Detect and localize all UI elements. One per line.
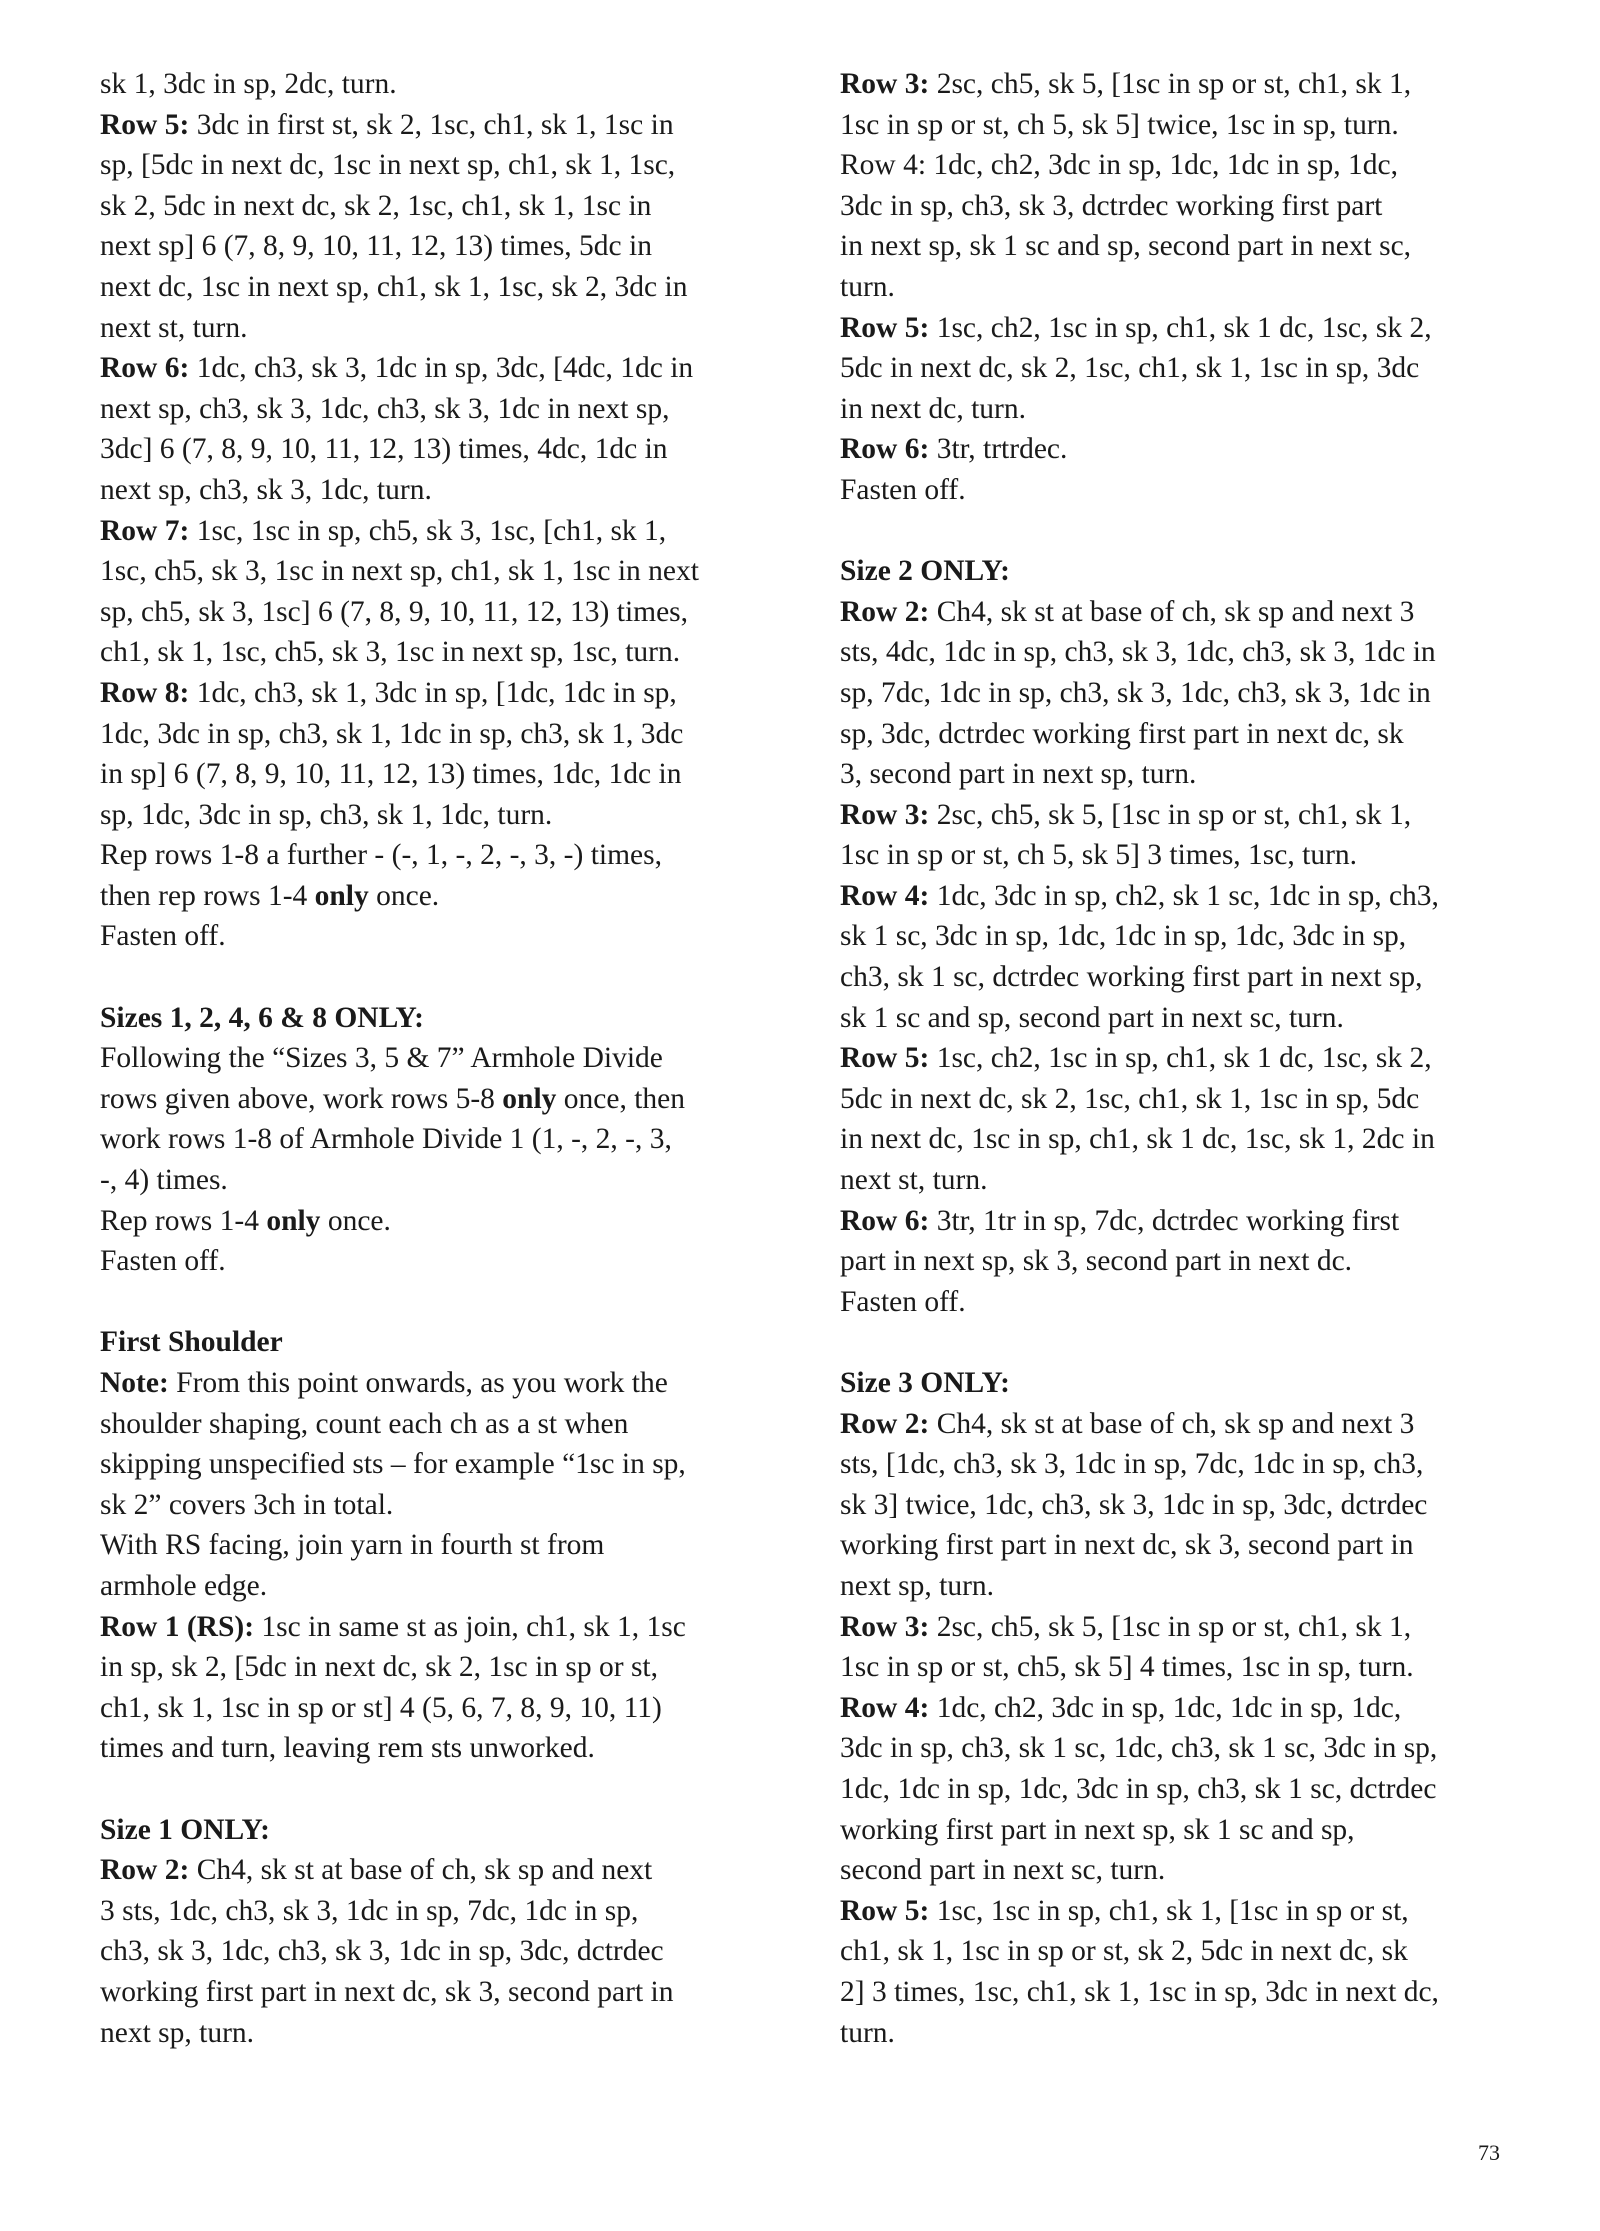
paragraph-gap [100,1769,780,1810]
line-text: Rep rows 1-4 [100,1204,267,1237]
text-line [840,186,1520,227]
line-text: sk 1 sc, 3dc in sp, 1dc, 1dc in sp, 1dc, 3dc in sp, [840,920,1407,953]
paragraph-gap [100,957,780,998]
text-line [100,592,780,633]
line-text: shoulder shaping, count each ch as a st when [100,1407,629,1440]
line-text-after: once, then [556,1082,685,1115]
line-text: sts, 4dc, 1dc in sp, ch3, sk 3, 1dc, ch3, sk 3, 1dc in [840,636,1436,669]
line-text: 1sc in sp or st, ch 5, sk 5] 3 times, 1sc, turn. [840,839,1358,872]
text-line [100,1241,780,1282]
text-line [840,64,1520,105]
line-text: ch3, sk 3, 1dc, ch3, sk 3, 1dc in sp, 3dc, dctrdec [100,1935,664,1968]
text-line [840,1769,1520,1810]
text-line [100,186,780,227]
text-line [100,105,780,146]
text-line [840,1525,1520,1566]
line-text: 1dc, 3dc in sp, ch2, sk 1 sc, 1dc in sp, ch3, [929,879,1439,912]
row-label: Row 7: [100,514,190,547]
line-text: sk 1 sc and sp, second part in next sc, turn. [840,1001,1344,1034]
text-line [840,1688,1520,1729]
text-line [840,1607,1520,1648]
line-text: sp, 1dc, 3dc in sp, ch3, sk 1, 1dc, turn. [100,798,553,831]
text-line [840,470,1520,511]
line-text: turn. [840,2016,895,2049]
text-line [100,267,780,308]
line-text: sp, 7dc, 1dc in sp, ch3, sk 3, 1dc, ch3, sk 3, 1dc in [840,676,1431,709]
text-line [840,1485,1520,1526]
line-text: next sp, ch3, sk 3, 1dc, ch3, sk 3, 1dc in next sp, [100,392,670,425]
line-text: sk 1, 3dc in sp, 2dc, turn. [100,68,397,100]
line-text: in next dc, 1sc in sp, ch1, sk 1 dc, 1sc, sk 1, 2dc in [840,1123,1435,1156]
line-text: ch1, sk 1, 1sc in sp or st, sk 2, 5dc in next dc, sk [840,1935,1408,1968]
line-text: 1sc, 1sc in sp, ch1, sk 1, [1sc in sp or st, [929,1894,1409,1927]
line-text: 1dc, 1dc in sp, 1dc, 3dc in sp, ch3, sk 1 sc, dctrdec [840,1772,1437,1805]
row-label: Size 1 ONLY: [100,1813,270,1846]
line-text: sp, [5dc in next dc, 1sc in next sp, ch1, sk 1, 1sc, [100,149,676,182]
line-text: armhole edge. [100,1569,268,1602]
row-label: Row 5: [840,1042,930,1075]
text-line [840,1931,1520,1972]
line-text: turn. [840,270,895,303]
line-text: then rep rows 1-4 [100,879,315,912]
row-label: Row 3: [840,1610,930,1643]
text-line [840,1038,1520,1079]
line-text: 1sc, ch2, 1sc in sp, ch1, sk 1 dc, 1sc, sk 2, [929,311,1432,344]
text-line [100,1566,780,1607]
line-text: next sp, turn. [840,1569,995,1602]
text-line [100,348,780,389]
line-text: 2sc, ch5, sk 5, [1sc in sp or st, ch1, sk 1, [929,1610,1412,1643]
row-label: Row 6: [100,352,190,385]
line-text: ch1, sk 1, 1sc, ch5, sk 3, 1sc in next sp, 1sc, turn. [100,636,681,669]
text-line [100,876,780,917]
text-line [100,145,780,186]
text-line [100,1850,780,1891]
text-line [100,632,780,673]
text-line [840,795,1520,836]
text-line [840,957,1520,998]
line-text: 5dc in next dc, sk 2, 1sc, ch1, sk 1, 1sc in sp, 3dc [840,352,1420,385]
line-text: in sp] 6 (7, 8, 9, 10, 11, 12, 13) times, 1dc, 1dc in [100,758,682,791]
text-line [100,1485,780,1526]
line-text: 2sc, ch5, sk 5, [1sc in sp or st, ch1, sk 1, [929,798,1412,831]
emphasis: only [314,879,369,912]
text-line [100,1119,780,1160]
left-column [100,64,780,2053]
text-line [100,470,780,511]
line-text: 1dc, 3dc in sp, ch3, sk 1, 1dc in sp, ch3, sk 1, 3dc [100,717,684,750]
line-text: sk 2” covers 3ch in total. [100,1488,394,1521]
text-line [840,1282,1520,1323]
line-text: Fasten off. [840,473,966,506]
row-label: Row 5: [840,311,930,344]
line-text: Ch4, sk st at base of ch, sk sp and next [189,1854,653,1887]
line-text: times and turn, leaving rem sts unworked. [100,1732,595,1765]
row-label: Row 3: [840,68,930,100]
text-line [840,916,1520,957]
text-line [840,1119,1520,1160]
text-line [840,1363,1520,1404]
line-text: ch1, sk 1, 1sc in sp or st] 4 (5, 6, 7, 8, 9, 10, 11) [100,1691,662,1724]
text-line [840,673,1520,714]
text-line [840,1728,1520,1769]
text-line [840,389,1520,430]
text-line [840,1160,1520,1201]
line-text: second part in next sc, turn. [840,1854,1166,1887]
line-text: working first part in next sp, sk 1 sc and sp, [840,1813,1355,1846]
row-label: Row 2: [840,595,930,628]
text-line [100,1079,780,1120]
row-label: Row 5: [100,108,190,141]
text-line [100,1363,780,1404]
right-column [840,64,1520,2053]
text-line [100,551,780,592]
row-label: Row 3: [840,798,930,831]
text-line [840,226,1520,267]
text-line [100,226,780,267]
line-text: Fasten off. [840,1285,966,1318]
row-label: Row 2: [100,1854,190,1887]
line-text: sk 3] twice, 1dc, ch3, sk 3, 1dc in sp, 3dc, dctrdec [840,1488,1428,1521]
text-line [840,267,1520,308]
line-text: 1sc, ch5, sk 3, 1sc in next sp, ch1, sk 1, 1sc in next [100,555,699,588]
text-line [100,1810,780,1851]
text-line [840,429,1520,470]
text-line [100,1728,780,1769]
text-line [100,714,780,755]
text-line [840,145,1520,186]
text-line [100,1972,780,2013]
line-text: next dc, 1sc in next sp, ch1, sk 1, 1sc, sk 2, 3dc in [100,270,688,303]
line-text: sp, ch5, sk 3, 1sc] 6 (7, 8, 9, 10, 11, 12, 13) times, [100,595,689,628]
text-line [840,592,1520,633]
text-line [100,1160,780,1201]
line-text: 1sc in sp or st, ch5, sk 5] 4 times, 1sc in sp, turn. [840,1651,1414,1684]
emphasis: only [266,1204,321,1237]
line-text: 2sc, ch5, sk 5, [1sc in sp or st, ch1, sk 1, [929,68,1412,100]
line-text: 5dc in next dc, sk 2, 1sc, ch1, sk 1, 1sc in sp, 5dc [840,1082,1420,1115]
line-text: 2] 3 times, 1sc, ch1, sk 1, 1sc in sp, 3dc in next dc, [840,1975,1439,2008]
text-line [100,1444,780,1485]
text-line [100,1891,780,1932]
line-text: rows given above, work rows 5-8 [100,1082,503,1115]
text-line [100,1525,780,1566]
line-text: working first part in next dc, sk 3, second part in [840,1529,1414,1562]
text-line [100,511,780,552]
line-text: Rep rows 1-8 a further - (-, 1, -, 2, -, 3, -) times, [100,839,662,872]
text-line [100,1688,780,1729]
row-label: Row 8: [100,676,190,709]
row-label: Row 1 (RS): [100,1610,255,1643]
row-label: Note: [100,1367,169,1399]
text-line [100,795,780,836]
text-line [100,1322,780,1363]
line-text: part in next sp, sk 3, second part in next dc. [840,1245,1353,1278]
line-text: 1sc, ch2, 1sc in sp, ch1, sk 1 dc, 1sc, sk 2, [929,1042,1432,1075]
text-line [840,1972,1520,2013]
line-text: in sp, sk 2, [5dc in next dc, sk 2, 1sc in sp or st, [100,1651,659,1684]
text-line [840,1850,1520,1891]
line-text: 1sc, 1sc in sp, ch5, sk 3, 1sc, [ch1, sk 1, [189,514,667,547]
line-text: in next sp, sk 1 sc and sp, second part in next sc, [840,230,1412,263]
line-text: -, 4) times. [100,1164,228,1197]
line-text: sp, 3dc, dctrdec working first part in next dc, sk [840,717,1404,750]
text-line [100,1647,780,1688]
text-line [840,2013,1520,2054]
line-text: work rows 1-8 of Armhole Divide 1 (1, -, 2, -, 3, [100,1123,672,1156]
line-text: sk 2, 5dc in next dc, sk 2, 1sc, ch1, sk 1, 1sc in [100,189,652,222]
text-line [100,673,780,714]
line-text: 3tr, 1tr in sp, 7dc, dctrdec working first [929,1204,1400,1237]
line-text-after: once. [320,1204,391,1237]
row-label: Row 5: [840,1894,930,1927]
text-line [840,876,1520,917]
text-line [840,632,1520,673]
text-line [840,998,1520,1039]
line-text: 1dc, ch2, 3dc in sp, 1dc, 1dc in sp, 1dc, [929,1691,1402,1724]
line-text: ch3, sk 1 sc, dctrdec working first part in next sp, [840,961,1423,994]
paragraph-gap [840,511,1520,552]
line-text: Ch4, sk st at base of ch, sk sp and next 3 [929,1407,1415,1440]
text-line [100,308,780,349]
line-text: With RS facing, join yarn in fourth st from [100,1529,605,1562]
page-number: 73 [1478,2140,1500,2165]
text-line [840,1201,1520,1242]
line-text: skipping unspecified sts – for example “1sc in sp, [100,1448,686,1481]
text-line [840,1444,1520,1485]
text-line [100,916,780,957]
text-line [100,1201,780,1242]
text-line [100,64,780,105]
line-text: 3dc] 6 (7, 8, 9, 10, 11, 12, 13) times, 4dc, 1dc in [100,433,668,466]
text-line [840,551,1520,592]
paragraph-gap [840,1322,1520,1363]
line-text: 1sc in sp or st, ch 5, sk 5] twice, 1sc in sp, turn. [840,108,1399,141]
text-line [840,835,1520,876]
row-label: First Shoulder [100,1326,283,1359]
line-text: working first part in next dc, sk 3, second part in [100,1975,674,2008]
paragraph-gap [100,1282,780,1323]
line-text: 1dc, ch3, sk 1, 3dc in sp, [1dc, 1dc in sp, [189,676,677,709]
text-line [840,348,1520,389]
text-line [840,1079,1520,1120]
line-text: next sp, turn. [100,2016,255,2049]
row-label: Size 2 ONLY: [840,555,1010,588]
text-line [100,1404,780,1445]
text-line [840,1566,1520,1607]
line-text: 3dc in sp, ch3, sk 1 sc, 1dc, ch3, sk 1 sc, 3dc in sp, [840,1732,1438,1765]
text-line [100,998,780,1039]
text-line [100,754,780,795]
text-line [840,1241,1520,1282]
line-text: 1dc, ch3, sk 3, 1dc in sp, 3dc, [4dc, 1dc in [189,352,694,385]
line-text: 1sc in same st as join, ch1, sk 1, 1sc [254,1610,686,1643]
line-text: in next dc, turn. [840,392,1026,425]
line-text: next sp, ch3, sk 3, 1dc, turn. [100,473,432,506]
line-text: sts, [1dc, ch3, sk 3, 1dc in sp, 7dc, 1dc in sp, ch3, [840,1448,1424,1481]
line-text: 3dc in sp, ch3, sk 3, dctrdec working first part [840,189,1383,222]
line-text: Fasten off. [100,1245,226,1278]
line-text-after: once. [368,879,440,912]
line-text: Following the “Sizes 3, 5 & 7” Armhole Divide [100,1042,663,1075]
line-text: Row 4: 1dc, ch2, 3dc in sp, 1dc, 1dc in sp, 1dc, [840,149,1398,182]
text-line [100,389,780,430]
line-text: Fasten off. [100,920,226,953]
emphasis: only [502,1082,557,1115]
row-label: Row 6: [840,433,930,466]
text-line [840,1647,1520,1688]
line-text: next st, turn. [840,1164,988,1197]
text-line [100,1038,780,1079]
line-text: 3dc in first st, sk 2, 1sc, ch1, sk 1, 1sc in [189,108,674,141]
text-line [840,1404,1520,1445]
text-line [840,714,1520,755]
line-text: Ch4, sk st at base of ch, sk sp and next 3 [929,595,1415,628]
text-line [100,1607,780,1648]
row-label: Size 3 ONLY: [840,1367,1010,1399]
text-line [100,835,780,876]
text-line [100,1931,780,1972]
text-line [840,105,1520,146]
row-label: Row 4: [840,879,930,912]
text-line [100,2013,780,2054]
line-text: 3 sts, 1dc, ch3, sk 3, 1dc in sp, 7dc, 1dc in sp, [100,1894,639,1927]
text-line [840,308,1520,349]
line-text: next st, turn. [100,311,248,344]
text-line [840,1810,1520,1851]
line-text: 3, second part in next sp, turn. [840,758,1197,791]
line-text: next sp] 6 (7, 8, 9, 10, 11, 12, 13) times, 5dc in [100,230,652,263]
row-label: Row 6: [840,1204,930,1237]
row-label: Row 4: [840,1691,930,1724]
line-text: From this point onwards, as you work the [168,1367,668,1399]
text-line [840,754,1520,795]
text-line [840,1891,1520,1932]
text-line [100,429,780,470]
row-label: Sizes 1, 2, 4, 6 & 8 ONLY: [100,1001,424,1034]
line-text: 3tr, trtrdec. [929,433,1068,466]
row-label: Row 2: [840,1407,930,1440]
